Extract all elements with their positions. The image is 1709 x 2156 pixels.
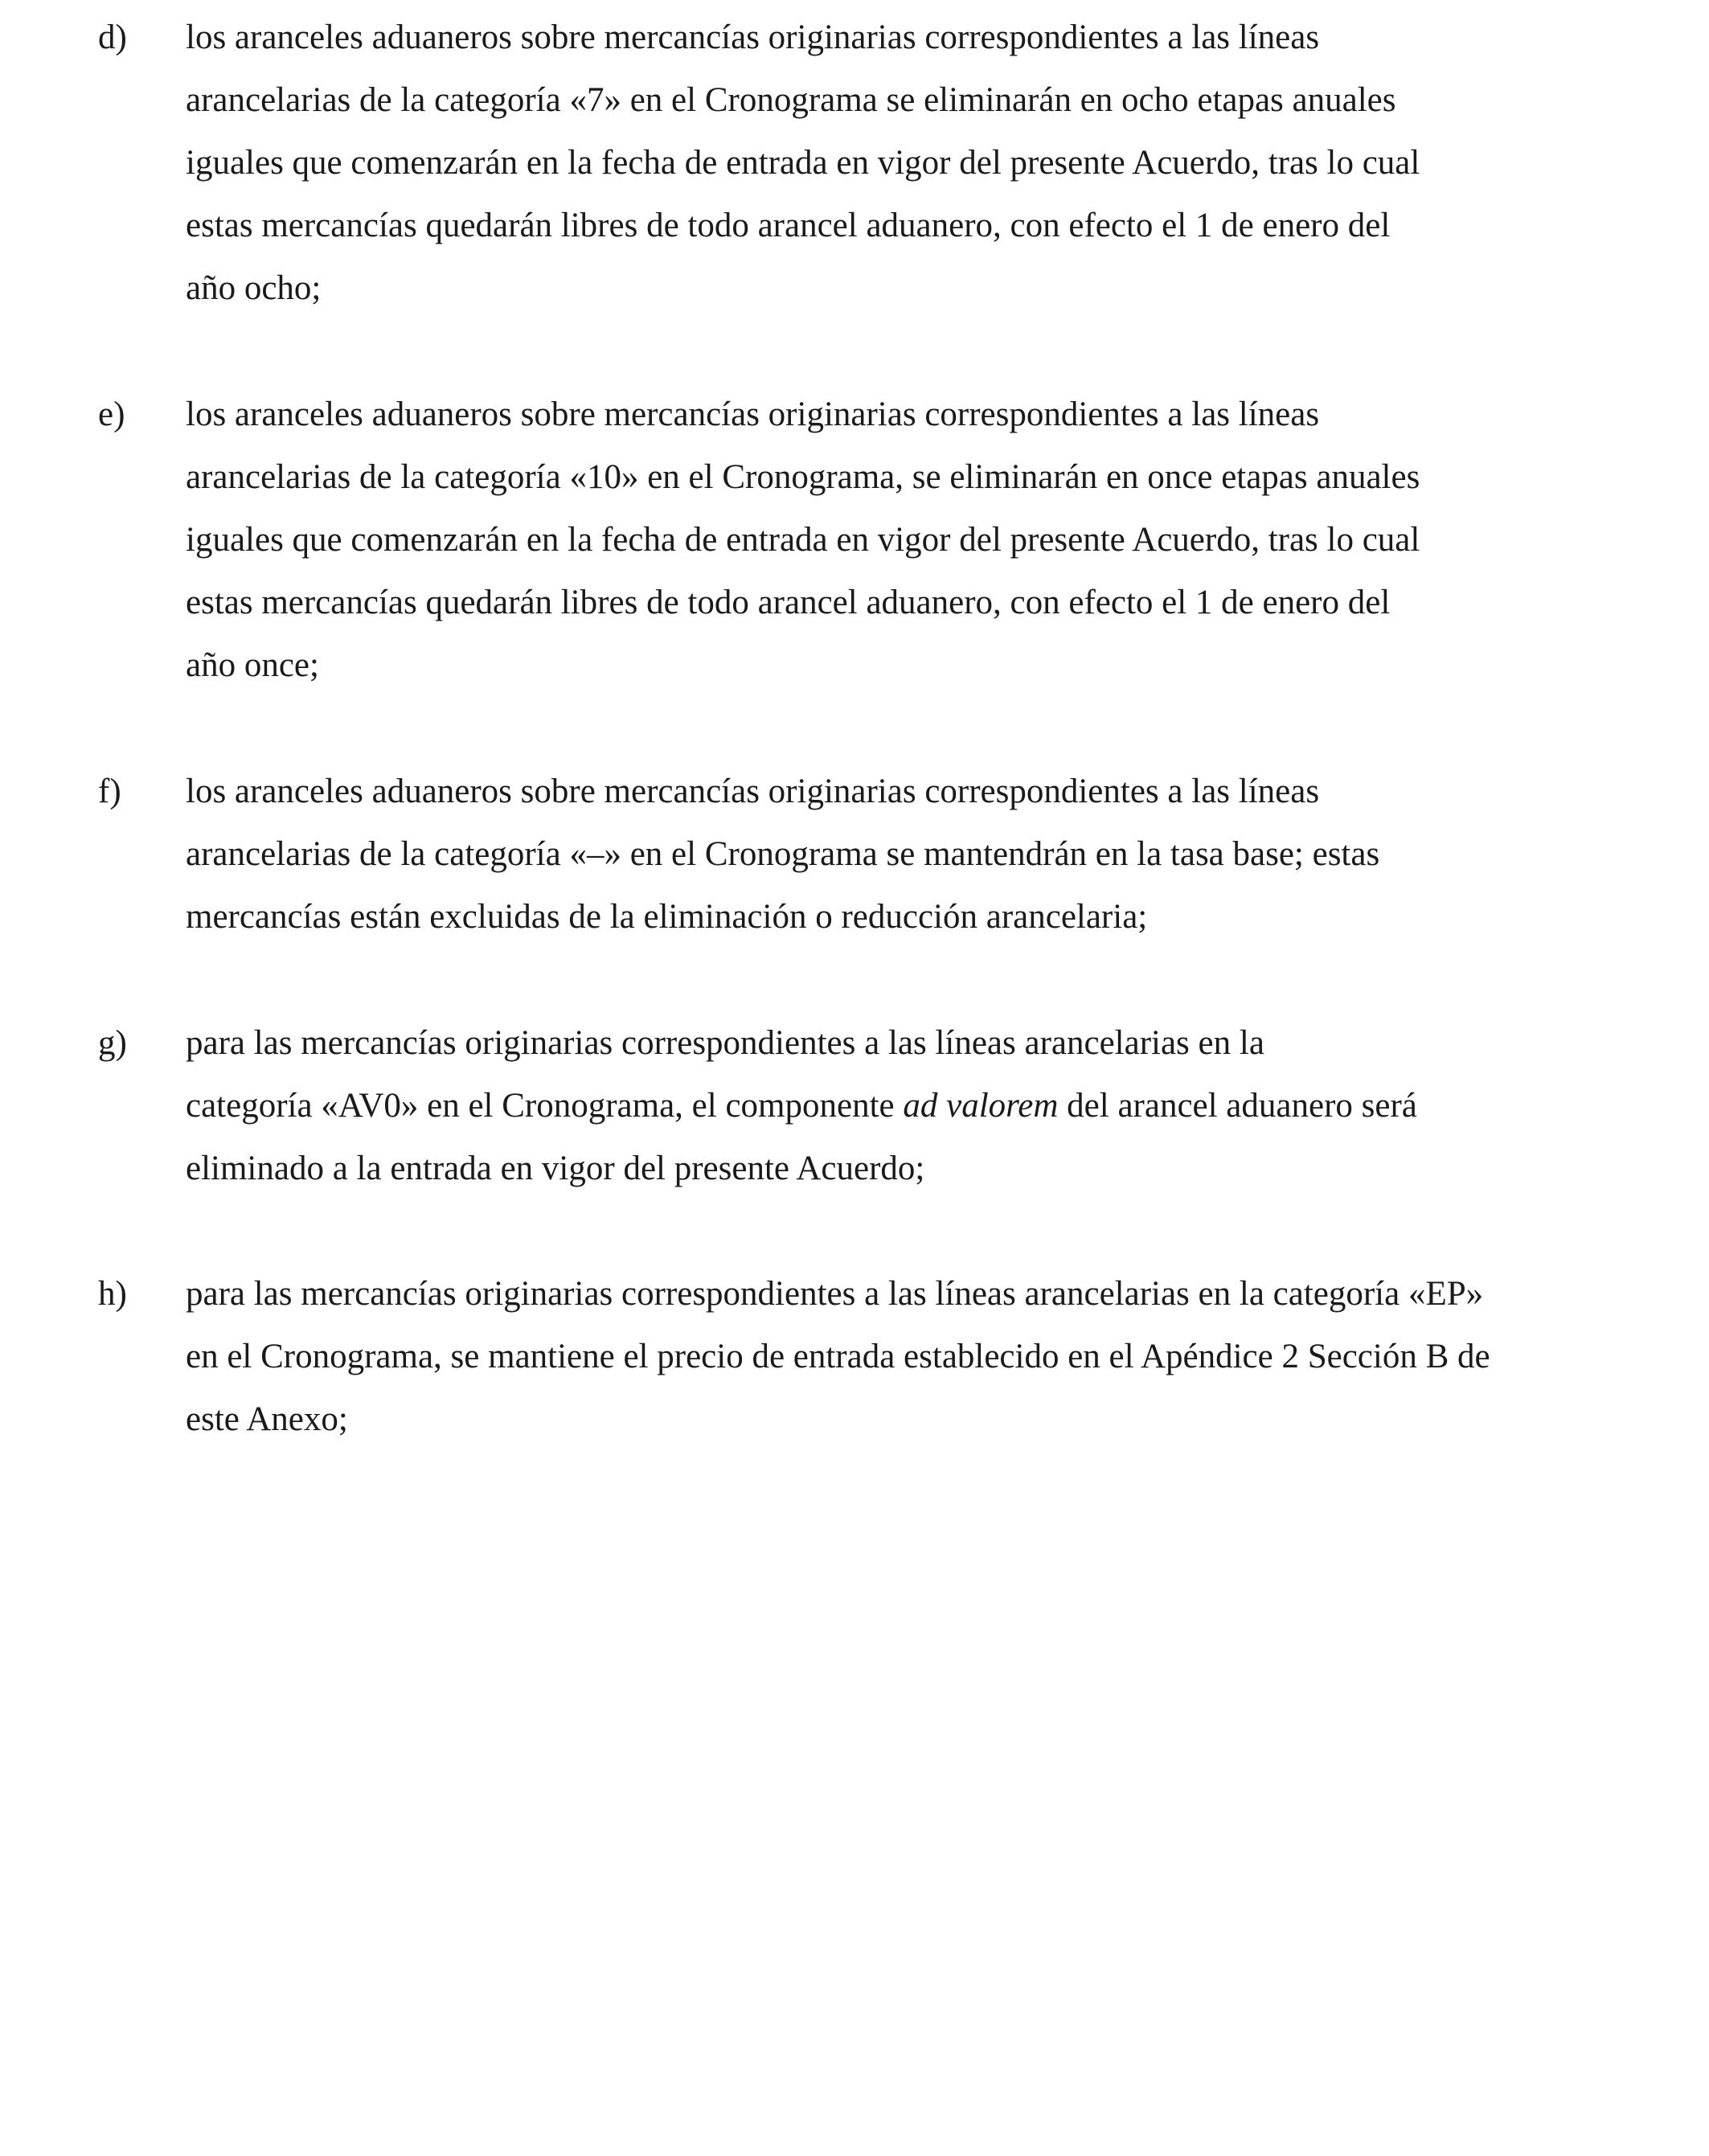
- clause-label: e): [98, 396, 125, 433]
- text-segment: del arancel aduanero será: [1058, 1087, 1417, 1125]
- text-line: año ocho;: [186, 269, 322, 307]
- text-line: arancelarias de la categoría «10» en el Cronograma, se eliminarán en once etapas anuales: [186, 458, 1420, 496]
- text-line: arancelarias de la categoría «7» en el Cronograma se eliminarán en ocho etapas anuales: [186, 81, 1396, 119]
- text-line: iguales que comenzarán en la fecha de entrada en vigor del presente Acuerdo, tras lo cual: [186, 144, 1420, 182]
- text-line: eliminado a la entrada en vigor del presente Acuerdo;: [186, 1150, 925, 1187]
- text-line: [186, 1075, 1609, 1137]
- text-line: mercancías están excluidas de la eliminación o reducción arancelaria;: [186, 898, 1148, 936]
- text-line: estas mercancías quedarán libres de todo arancel aduanero, con efecto el 1 de enero del: [186, 207, 1391, 244]
- text-line: en el Cronograma, se mantiene el precio de entrada establecido en el Apéndice 2 Sección B de: [186, 1338, 1490, 1375]
- text-segment: categoría «AV0» en el Cronograma, el componente: [186, 1087, 904, 1125]
- italic-term: ad valorem: [903, 1087, 1059, 1125]
- text-line: arancelarias de la categoría «–» en el Cronograma se mantendrán en la tasa base; estas: [186, 835, 1380, 873]
- text-line: año once;: [186, 646, 319, 684]
- clause-text: [186, 760, 1609, 949]
- text-line: iguales que comenzarán en la fecha de entrada en vigor del presente Acuerdo, tras lo cual: [186, 521, 1420, 559]
- text-line: los aranceles aduaneros sobre mercancías originarias correspondientes a las líneas: [186, 773, 1320, 810]
- clause-label: h): [98, 1275, 127, 1313]
- clause-text: [186, 1012, 1609, 1200]
- text-line: los aranceles aduaneros sobre mercancías originarias correspondientes a las líneas: [186, 396, 1320, 433]
- text-line: los aranceles aduaneros sobre mercancías originarias correspondientes a las líneas: [186, 18, 1320, 56]
- text-line: este Anexo;: [186, 1400, 348, 1438]
- clause-text: [186, 6, 1609, 320]
- text-line: para las mercancías originarias correspondientes a las líneas arancelarias en la: [186, 1024, 1264, 1062]
- clause-label: f): [98, 773, 121, 810]
- clause-text: [186, 383, 1609, 697]
- text-line: estas mercancías quedarán libres de todo arancel aduanero, con efecto el 1 de enero del: [186, 584, 1391, 621]
- clause-label: g): [98, 1024, 127, 1062]
- clause-text: [186, 1263, 1609, 1451]
- text-line: para las mercancías originarias correspondientes a las líneas arancelarias en la categoría «EP»: [186, 1275, 1484, 1313]
- clause-label: d): [98, 18, 127, 56]
